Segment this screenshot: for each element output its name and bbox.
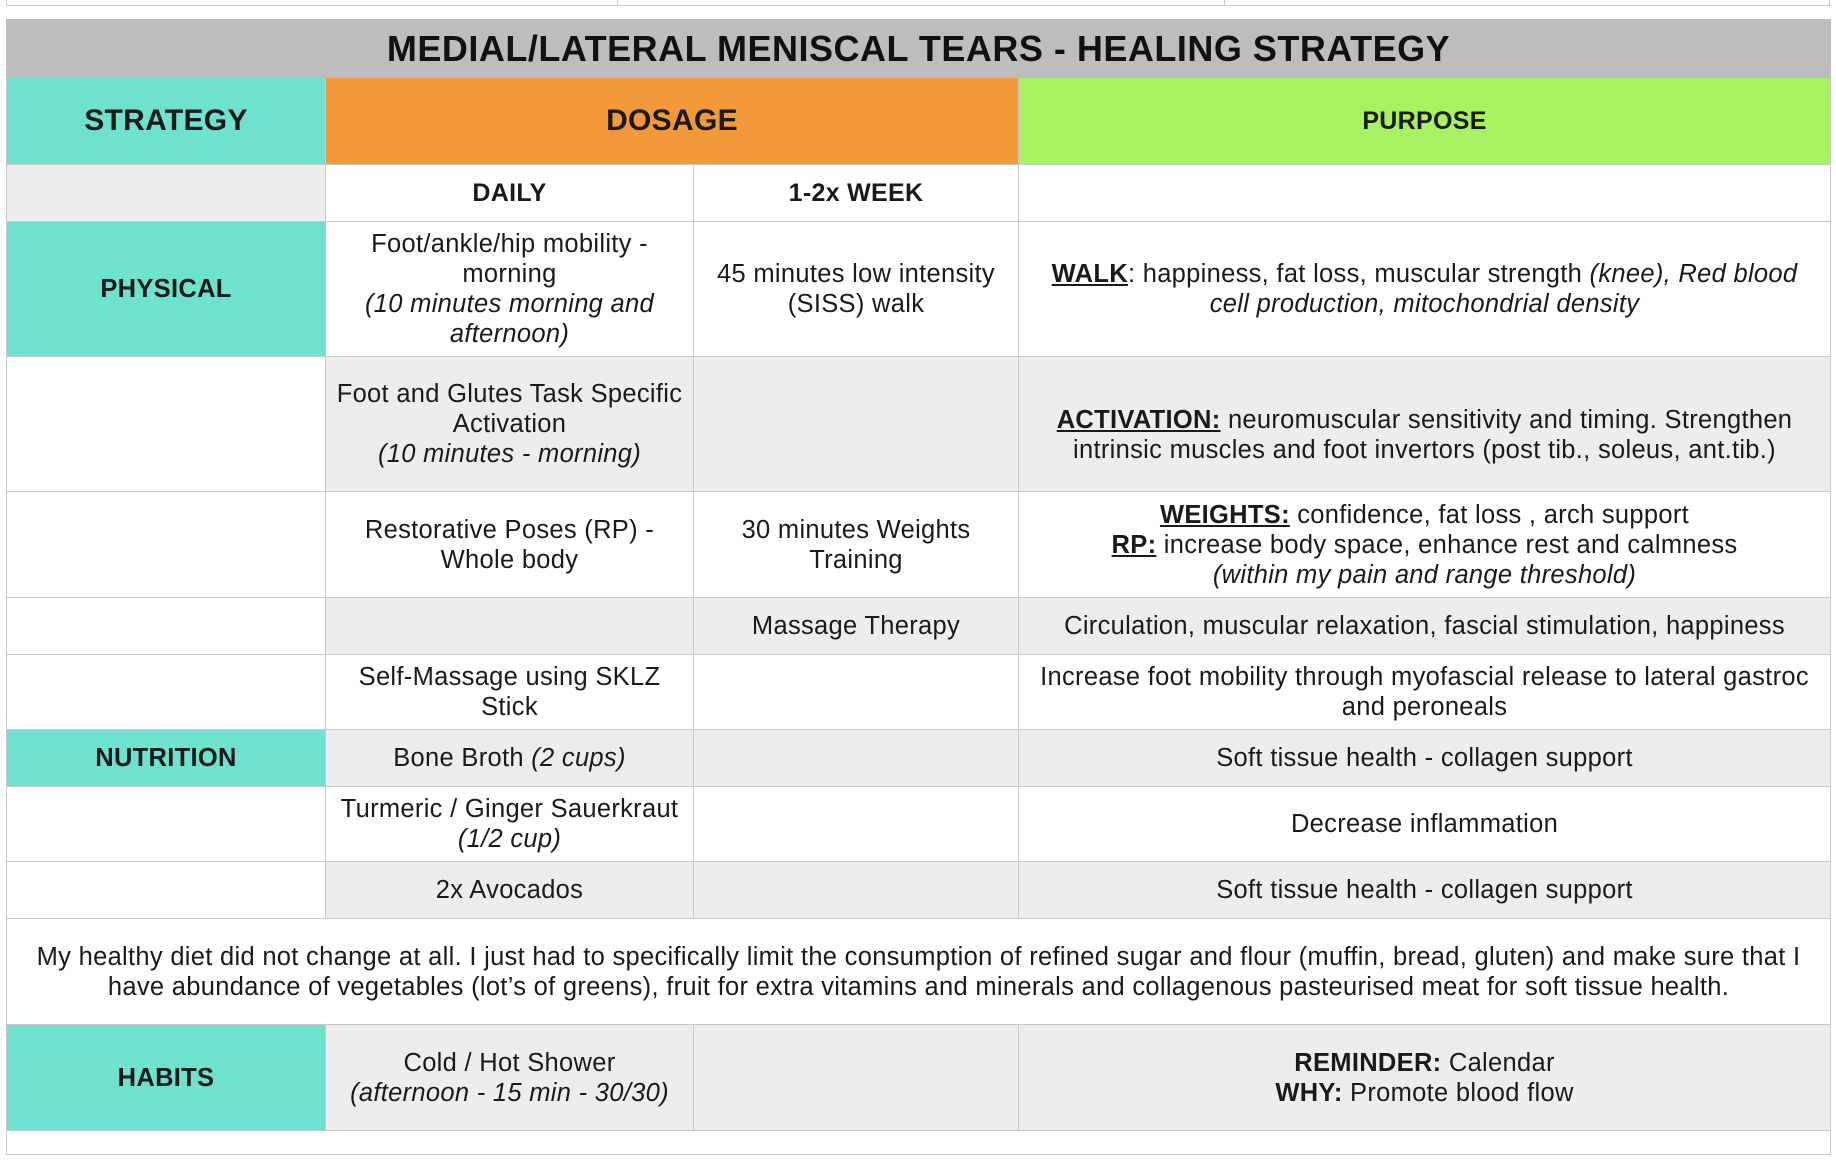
subheader-purpose-empty <box>1019 165 1831 222</box>
header-row <box>7 78 1831 165</box>
purpose-key: RP: <box>1111 530 1157 559</box>
empty-cell <box>7 1131 1831 1155</box>
reminder-text: Calendar <box>1441 1048 1555 1077</box>
diet-note-row <box>7 919 1831 1025</box>
purpose-key: WALK <box>1051 260 1128 288</box>
nutrition-label: NUTRITION <box>7 730 326 787</box>
purpose-header: PURPOSE <box>1019 78 1831 165</box>
purpose-text: increase body space, enhance rest and calmness <box>1156 530 1738 559</box>
why-key: WHY: <box>1275 1078 1343 1107</box>
healing-strategy-table <box>6 19 1831 1155</box>
physical-label: PHYSICAL <box>7 222 326 357</box>
strategy-empty <box>7 862 326 919</box>
table-row <box>7 862 1831 919</box>
daily-text: Turmeric / Ginger Sauerkraut <box>340 795 679 823</box>
purpose-cell: Decrease inflammation <box>1019 787 1831 862</box>
subheader-row <box>7 165 1831 222</box>
table-row <box>7 787 1831 862</box>
daily-cell <box>326 222 694 357</box>
purpose-cell <box>1019 222 1831 357</box>
why-text: Promote blood flow <box>1342 1078 1574 1107</box>
strategy-empty <box>7 655 326 730</box>
purpose-text: confidence, fat loss , arch support <box>1289 500 1690 529</box>
strategy-empty <box>7 492 326 598</box>
daily-header: DAILY <box>326 165 694 222</box>
daily-empty <box>326 598 694 655</box>
table-title: MEDIAL/LATERAL MENISCAL TEARS - HEALING STRATEGY <box>7 20 1831 78</box>
table-row <box>7 357 1831 492</box>
strategy-header: STRATEGY <box>7 78 326 165</box>
purpose-cell: Increase foot mobility through myofascial release to lateral gastroc and peroneals <box>1019 655 1831 730</box>
title-row <box>7 20 1831 78</box>
table-row <box>7 655 1831 730</box>
dosage-header: DOSAGE <box>326 78 1019 165</box>
daily-cell: Restorative Poses (RP) - Whole body <box>326 492 694 598</box>
daily-text: Cold / Hot Shower <box>403 1048 616 1077</box>
subheader-empty <box>7 165 326 222</box>
top-edge-gridlines <box>0 0 1836 6</box>
diet-note: My healthy diet did not change at all. I just had to specifically limit the consumption of refined sugar and flour (muffin, bread, gluten) and make sure that I have abundance of vegetables (lot’s of greens), fruit for extra vitamins and minerals and collagenous pasteurised meat for soft tissue health. <box>7 919 1831 1025</box>
purpose-text: neuromuscular sensitivity and timing. Strengthen intrinsic muscles and foot invertors (post tib., soleus, ant.tib.) <box>1073 406 1793 464</box>
daily-note: (afternoon - 15 min - 30/30) <box>350 1078 669 1107</box>
weekly-cell: 30 minutes Weights Training <box>694 492 1019 598</box>
purpose-key: WEIGHTS: <box>1159 500 1290 529</box>
weekly-empty <box>694 862 1019 919</box>
daily-note: (10 minutes - morning) <box>377 440 642 468</box>
table-row <box>7 730 1831 787</box>
table-row <box>7 1025 1831 1131</box>
daily-cell <box>326 730 694 787</box>
daily-text: Foot/ankle/hip mobility - morning <box>371 230 648 288</box>
weekly-empty <box>694 655 1019 730</box>
daily-note: (1/2 cup) <box>457 825 562 853</box>
daily-cell: Self-Massage using SKLZ Stick <box>326 655 694 730</box>
purpose-text: : happiness, fat loss, muscular strength <box>1127 260 1590 288</box>
daily-cell <box>326 357 694 492</box>
weekly-cell: Massage Therapy <box>694 598 1019 655</box>
purpose-cell <box>1019 1025 1831 1131</box>
weekly-empty <box>694 730 1019 787</box>
daily-cell <box>326 1025 694 1131</box>
purpose-cell: Soft tissue health - collagen support <box>1019 862 1831 919</box>
purpose-key: ACTIVATION: <box>1056 406 1221 434</box>
purpose-cell <box>1019 357 1831 492</box>
daily-text: Bone Broth <box>393 744 532 772</box>
strategy-empty <box>7 598 326 655</box>
purpose-note: (knee), Red blood cell production, mitochondrial density <box>1209 260 1798 318</box>
table-row <box>7 598 1831 655</box>
daily-text: Foot and Glutes Task Specific Activation <box>336 380 683 438</box>
purpose-cell: Soft tissue health - collagen support <box>1019 730 1831 787</box>
daily-note: (10 minutes morning and afternoon) <box>365 290 654 348</box>
weekly-empty <box>694 357 1019 492</box>
table-row <box>7 492 1831 598</box>
reminder-key: REMINDER: <box>1294 1048 1442 1077</box>
weekly-cell: 45 minutes low intensity (SISS) walk <box>694 222 1019 357</box>
habits-label: HABITS <box>7 1025 326 1131</box>
purpose-cell <box>1019 492 1831 598</box>
daily-cell: 2x Avocados <box>326 862 694 919</box>
strategy-empty <box>7 357 326 492</box>
weekly-empty <box>694 787 1019 862</box>
daily-cell <box>326 787 694 862</box>
weekly-header: 1-2x WEEK <box>694 165 1019 222</box>
strategy-empty <box>7 787 326 862</box>
table-row <box>7 1131 1831 1155</box>
purpose-cell: Circulation, muscular relaxation, fascial stimulation, happiness <box>1019 598 1831 655</box>
table-row <box>7 222 1831 357</box>
weekly-empty <box>694 1025 1019 1131</box>
daily-note: (2 cups) <box>531 744 626 772</box>
purpose-note: (within my pain and range threshold) <box>1212 560 1637 589</box>
